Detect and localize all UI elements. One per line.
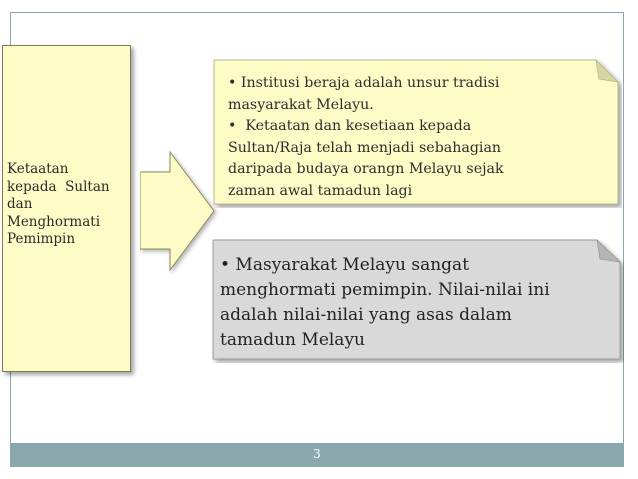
top-line: • Ketaatan dan kesetiaan kepada	[228, 118, 472, 134]
top-info-text	[228, 73, 608, 202]
footer-bar	[11, 443, 623, 466]
bottom-line: menghormati pemimpin. Nilai-nilai ini	[220, 280, 550, 300]
left-concept-text	[7, 161, 110, 249]
top-line: zaman awal tamadun lagi	[228, 182, 413, 199]
page-number: 3	[313, 447, 321, 461]
bottom-info-text	[220, 253, 615, 353]
left-line: kepada Sultan	[7, 178, 110, 195]
top-line: daripada budaya orangn Melayu sejak	[228, 161, 504, 177]
bottom-line: tamadun Melayu	[220, 330, 365, 350]
left-line: Pemimpin	[7, 231, 76, 247]
left-line: Ketaatan	[7, 161, 69, 177]
right-arrow-icon	[140, 150, 220, 274]
left-line: Menghormati	[7, 213, 101, 230]
left-line: dan	[7, 196, 33, 212]
left-concept-box	[2, 45, 131, 372]
top-line: • Institusi beraja adalah unsur tradisi	[228, 75, 500, 91]
top-line: masyarakat Melayu.	[228, 96, 374, 113]
top-line: Sultan/Raja telah menjadi sebahagian	[228, 139, 502, 156]
bottom-line: • Masyarakat Melayu sangat	[220, 255, 470, 275]
bottom-line: adalah nilai-nilai yang asas dalam	[220, 305, 512, 325]
